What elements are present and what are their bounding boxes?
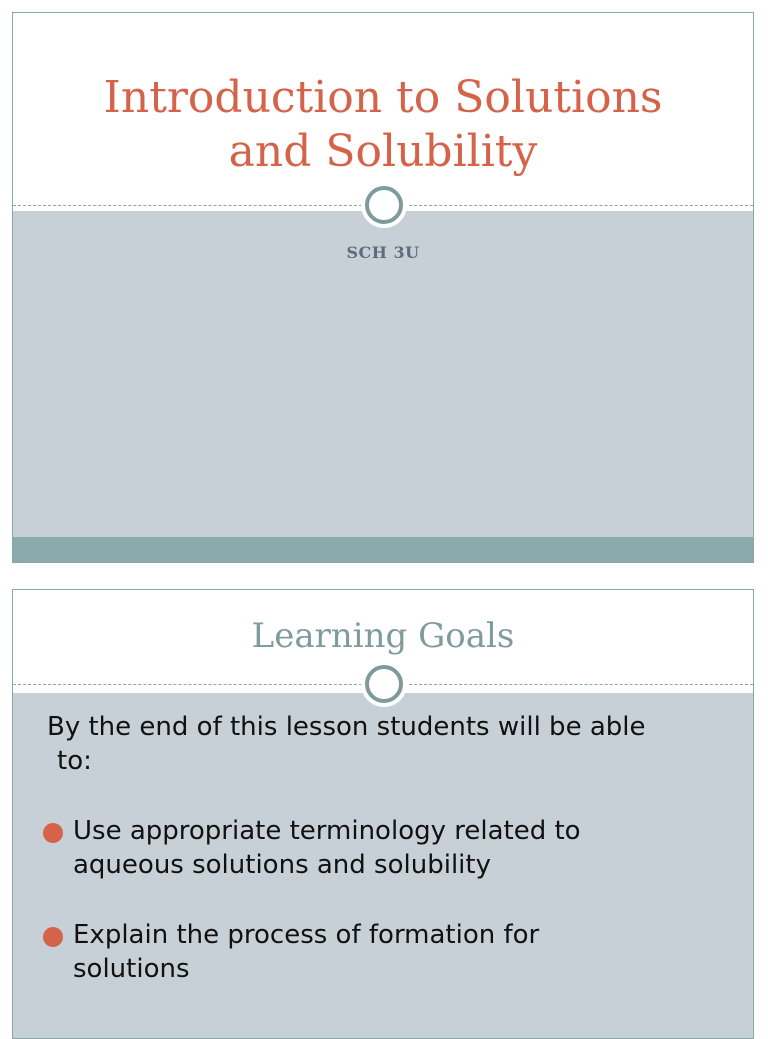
slide-title: Learning Goals	[251, 616, 515, 656]
footer-band	[13, 537, 753, 563]
slide-1	[12, 12, 754, 563]
slide-2	[12, 589, 754, 1039]
slide-subtitle: SCH 3U	[346, 243, 420, 262]
intro-line-2: to:	[57, 746, 92, 776]
bullet-dot-icon	[43, 927, 63, 947]
circle-ornament-icon	[365, 665, 403, 703]
list-item	[47, 918, 733, 986]
bullet-line-2: aqueous solutions and solubility	[73, 850, 491, 880]
circle-ornament-icon	[365, 186, 403, 224]
bullet-line-2: solutions	[73, 954, 190, 984]
title-line-1: Introduction to Solutions	[103, 72, 663, 123]
intro-line-1: By the end of this lesson students will be able	[47, 712, 646, 742]
goals-list	[47, 814, 733, 986]
bullet-line-1: Explain the process of formation for	[73, 920, 540, 950]
bullet-line-1: Use appropriate terminology related to	[73, 816, 581, 846]
title-line-2: and Solubility	[228, 126, 538, 177]
bullet-dot-icon	[43, 823, 63, 843]
slide-title	[13, 71, 753, 179]
list-item	[47, 814, 733, 882]
slide-body	[47, 710, 733, 986]
intro-text	[47, 710, 733, 778]
title-area	[13, 13, 753, 206]
